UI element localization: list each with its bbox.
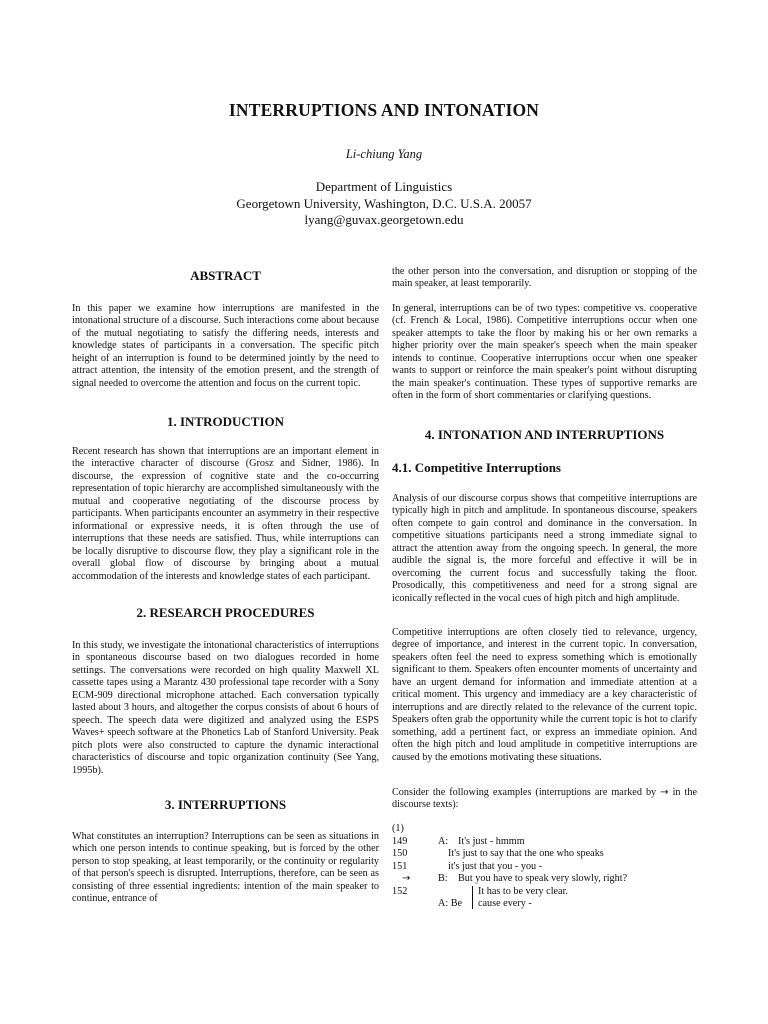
consider-text-part-2: in the discourse texts):: [392, 787, 697, 811]
utterance-text: It's just - hmmm: [458, 835, 525, 847]
author-name: Li-chiung Yang: [345, 147, 423, 161]
speaker-label: A: Be: [438, 898, 463, 909]
line-number: 149: [392, 835, 408, 847]
affiliation-email: lyang@guvax.georgetown.edu: [304, 212, 464, 227]
continuation-text: the other person into the conversation, and disruption or stopping of the main speaker, at least temporarily.: [392, 266, 697, 290]
example-line: [392, 873, 697, 886]
section-4-heading: 4. INTONATION AND INTERRUPTIONS: [424, 427, 665, 442]
interruption-types-text: In general, interruptions can be of two types: competitive vs. cooperative (cf. French & Local, 1986). Competitive interruptions occur when one speaker attempts to take the floor by making his or her own remarks a higher priority over the main speaker's speech when the main speaker intends to continue. Cooperative interruptions occur when one speaker wants to support or reinforce the main speaker's point without disrupting the main speaker's continuation. These types of supportive remarks are often in the form of short commentaries or clarifying questions.: [392, 303, 697, 402]
example-line: [392, 886, 697, 899]
line-number: 151: [392, 860, 408, 872]
arrow-icon: →: [660, 787, 669, 798]
line-number: 152: [392, 885, 408, 897]
consider-examples-text: [392, 787, 697, 812]
utterance-text: cause every -: [478, 898, 532, 909]
consider-text-part-1: Consider the following examples (interruptions are marked by: [392, 787, 661, 798]
abstract-heading: ABSTRACT: [190, 268, 261, 283]
affiliation-department: Department of Linguistics: [315, 179, 453, 194]
example-line: [392, 861, 697, 874]
example-line: [392, 848, 697, 861]
affiliation-block: [0, 179, 768, 229]
utterance-text: It has to be very clear.: [478, 885, 568, 897]
example-line: [392, 836, 697, 849]
utterance-text: It's just to say that the one who speaks: [448, 848, 604, 859]
section-2-text: In this study, we investigate the intonational characteristics of interruptions in spontaneous discourse based on two dialogues recorded in home settings. The conversations were recorded on high quality Maxwell XL cassette tapes using a Marantz 430 professional tape recorder with a Sony ECM-909 directional microphone attached. Each conversation typically lasted about 3 hours, and altogether the corpus consists of about 6 hours of speech. The speech data were digitized and analyzed using the ESPS Waves+ speech software at the Phonetics Lab of Stanford University. Peak pitch plots were also constructed to capture the dynamic interactional characteristics of discourse and topic organization continuity (See Yang, 1995b).: [72, 640, 379, 776]
abstract-text: In this paper we examine how interruptions are manifested in the intonational structure of a discourse. Such interactions come about because of the mutual negotiating to satisfy the differing needs, interests and knowledge states of participants in a conversation. The specific pitch height of an interruption is found to be determined jointly by the need to attract attention, the intensity of the emotion present, and the strength of signal needed to overcome the attention and focus on the current topic.: [72, 303, 379, 389]
section-3-heading: 3. INTERRUPTIONS: [164, 797, 287, 812]
example-1: [392, 823, 697, 911]
interruption-arrow-icon: →: [402, 873, 411, 884]
section-4-1-paragraph-1: Analysis of our discourse corpus shows that competitive interruptions are typically high in pitch and amplitude. In spontaneous discourse, speakers often compete to gain control and dominance in the conversation. In competitive situations participants need a strong immediate signal to attract the attention away from the ongoing speech. In general, the more audible the signal is, the more forceful and effective it will be in overcoming the current focus and successfully taking the floor. Prosodically, this competitiveness and need for a strong signal are iconically reflected in the vocal cues of high pitch and high amplitude.: [392, 493, 697, 604]
line-number: 150: [392, 848, 408, 859]
example-label-row: [392, 823, 697, 836]
section-1-heading: 1. INTRODUCTION: [166, 414, 284, 429]
section-1-text: Recent research has shown that interruptions are an important element in the interactive character of discourse (Grosz and Sidner, 1986). In discourse, the expression of cognitive state and the co-occurring representation of topic hierarchy are accomplished simultaneously with the mutual and cooperative negotiating of the discourse process by participants. When participants encounter an asymmetry in their respective informational or expressive needs, it is often through the use of interruptions that these needs are satisfied. Thus, while interruptions can be locally disruptive to discourse flow, they play a significant role in the overall global flow of discourse by bringing about a mutual accommodation of the interests and knowledge states of each participant.: [72, 446, 379, 582]
section-2-heading: 2. RESEARCH PROCEDURES: [136, 605, 315, 620]
speaker-label: A:: [438, 835, 449, 847]
example-line: [392, 898, 697, 911]
section-4-1-paragraph-2: Competitive interruptions are often closely tied to relevance, urgency, degree of importance, and interest in the current topic. In conversation, speakers often feel the need to express something which is emotionally significant to them. Speakers often encounter moments of uncertainty and have an urgent demand for information and immediate attention at a critical moment. This urgency and immediacy are a key characteristic of interruptions and are directly related to the relevance of the current topic. Speakers often grab the opportunity while the current topic is hot to clarify something, add a pertinent fact, or express an immediate opinion. And often the high pitch and loud amplitude in competitive interruptions are caused by the emotions motivating these situations.: [392, 627, 697, 763]
affiliation-address: Georgetown University, Washington, D.C. U.S.A. 20057: [236, 195, 532, 211]
speaker-label: B:: [438, 873, 448, 884]
example-label: (1): [392, 823, 404, 834]
utterance-text: But you have to speak very slowly, right?: [458, 873, 628, 884]
paper-title: INTERRUPTIONS AND INTONATION: [228, 100, 540, 120]
utterance-text: it's just that you - you -: [448, 860, 543, 872]
section-4-1-heading: 4.1. Competitive Interruptions: [392, 460, 561, 475]
section-3-text: What constitutes an interruption? Interruptions can be seen as situations in which one person intends to continue speaking, but is forced by the other person to stop speaking, at least temporarily, or the continuity or regularity of that person's speech is disrupted. Interruptions, therefore, can be seen as consisting of three essential ingredients: intention of the main speaker to continue, entrance of: [72, 831, 379, 905]
